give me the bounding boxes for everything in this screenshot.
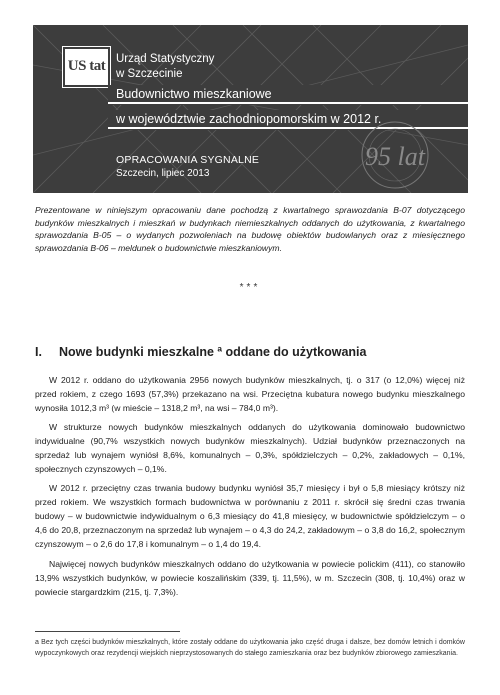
intro-note: Prezentowane w niniejszym opracowaniu dane pochodzą z kwartalnego sprawozdania B-07 dotyczącego budynków mieszkalnych i mieszkań w budynkach niemieszkalnych oddanych do użytkowania, z kwartalnego sprawozdania B-05 – o wydanych pozwoleniach na budowę obiektów budowlanych oraz z miesięcznego sprawozdania B-06 – meldunek o budownictwie mieszkaniowym. <box>35 205 465 253</box>
publication-title-1: Budownictwo mieszkaniowe <box>116 87 272 101</box>
paragraph-1: W 2012 r. oddano do użytkowania 2956 nowych budynków mieszkalnych, tj. o 317 (o 12,0%) więcej niż przed rokiem, z czego 1693 (57,3%) przekazano na wsi. Przeciętna kubatura nowego budynku mieszkalnego wynosiła 1012,3 m³ (w mieście – 1318,2 m³, na wsi – 784,0 m³). <box>35 375 465 413</box>
section-heading <box>35 345 366 359</box>
paragraph-4: Najwięcej nowych budynków mieszkalnych oddano do użytkowania w powiecie polickim (411), co stanowiło 13,9% wszystkich budynków, w powiecie koszalińskim (339, tj. 11,5%), w m. Szczecin (308, tj. 10,4%) oraz w powiecie stargardzkim (215, tj. 7,3%). <box>35 559 465 597</box>
title-rule-1 <box>108 102 468 104</box>
footnote-rule <box>35 631 180 632</box>
section-number: I. <box>35 345 42 359</box>
footnote: a Bez tych części budynków mieszkalnych, które zostały oddane do użytkowania jako część druga i dalsze, bez domów letnich i domków wypoczynkowych oraz rezydencji wiejskich nieprzystosowanych do stałego zamieszkania oraz bez budynków zbiorowego zamieszkania. <box>35 639 465 657</box>
separator-stars: *** <box>239 282 261 293</box>
section-title: Nowe budynki mieszkalne ª oddane do użytkowania <box>59 345 367 359</box>
series-name: OPRACOWANIA SYGNALNE <box>116 154 260 166</box>
paragraph-2: W strukturze nowych budynków mieszkalnych oddanych do użytkowania dominowało budownictwo indywidualne (90,7% wszystkich nowych budynków mieszkalnych). Udział budynków przeznaczonych na sprzedaż lub wynajem wyniósł 8,6%, komunalnych – 0,3%, spółdzielczych – 0,2%, zakładowych – 0,1%, społecznych czynszowych – 0,1%. <box>35 422 465 474</box>
office-name-line1: Urząd Statystyczny <box>116 53 215 65</box>
anniversary-text: 95 lat <box>365 142 425 171</box>
paragraph-3: W 2012 r. przeciętny czas trwania budowy budynku wyniósł 35,7 miesięcy i był o 5,8 miesiący krótszy niż przed rokiem. We wszystkich formach budownictwa w porównaniu z 2011 r. skrócił się średni czas trwania budowy – w budownictwie indywidualnym o 6,3 miesiący do 41,8 miesięcy, w budownictwie spółdzielczym – o 4,6 do 20,8, przeznaczonym na sprzedaż lub wynajem – o 4,3 do 24,2, zakładowym – o 3,8 do 16,2, społecznym czynszowym – o 2,6 do 17,8 i komunalnym – o 1,4 do 19,4. <box>35 483 465 549</box>
office-name-line2: w Szczecinie <box>116 68 183 80</box>
publication-title-2: w województwie zachodniopomorskim w 2012 r. <box>116 112 382 126</box>
gus-logo: US tat <box>63 47 110 87</box>
anniversary-badge-icon <box>355 115 435 191</box>
place-and-date: Szczecin, lipiec 2013 <box>116 168 210 179</box>
